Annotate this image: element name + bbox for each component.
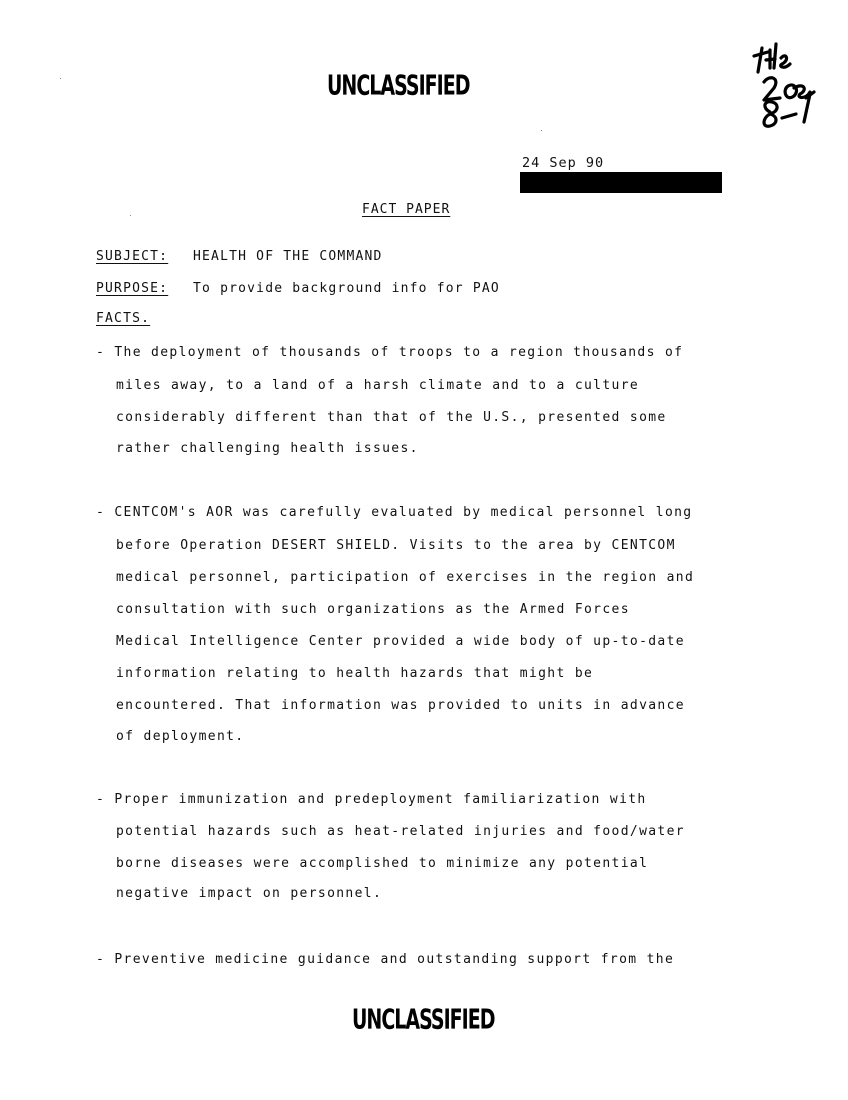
scan-speck bbox=[60, 78, 61, 79]
paragraph-line: negative impact on personnel. bbox=[116, 886, 383, 901]
document-date: 24 Sep 90 bbox=[522, 155, 605, 171]
paragraph-line: - Proper immunization and predeployment familiarization with bbox=[96, 792, 647, 807]
facts-row bbox=[96, 311, 150, 326]
redaction-bar bbox=[520, 173, 722, 193]
paragraph-line: encountered. That information was provided to units in advance bbox=[116, 698, 685, 713]
paragraph-line: potential hazards such as heat-related injuries and food/water bbox=[116, 824, 685, 839]
paragraph-line: information relating to health hazards that might be bbox=[116, 666, 594, 681]
paragraph-line: - Preventive medicine guidance and outstanding support from the bbox=[96, 952, 675, 967]
paragraph-line: medical personnel, participation of exercises in the region and bbox=[116, 570, 695, 585]
paragraph-line: considerably different than that of the U.S., presented some bbox=[116, 410, 667, 425]
paragraph-line: of deployment. bbox=[116, 729, 245, 744]
paragraph-line: - The deployment of thousands of troops to a region thousands of bbox=[96, 345, 684, 360]
paragraph-line: miles away, to a land of a harsh climate and to a culture bbox=[116, 378, 640, 393]
paragraph-line: rather challenging health issues. bbox=[116, 441, 419, 456]
handwritten-file-annotation bbox=[748, 38, 826, 146]
subject-label: SUBJECT: bbox=[96, 249, 169, 264]
classification-stamp-bottom: UNCLASSIFIED bbox=[352, 1004, 495, 1036]
paragraph-line: - CENTCOM's AOR was carefully evaluated by medical personnel long bbox=[96, 505, 693, 520]
subject-row bbox=[96, 249, 383, 264]
scan-speck bbox=[541, 130, 542, 131]
document-title: FACT PAPER bbox=[362, 202, 451, 217]
purpose-value: To provide background info for PAO bbox=[193, 281, 500, 296]
facts-label: FACTS. bbox=[96, 311, 151, 326]
purpose-label: PURPOSE: bbox=[96, 281, 169, 296]
paragraph-line: Medical Intelligence Center provided a wide body of up-to-date bbox=[116, 634, 685, 649]
paragraph-line: consultation with such organizations as the Armed Forces bbox=[116, 602, 630, 617]
paragraph-line: before Operation DESERT SHIELD. Visits to the area by CENTCOM bbox=[116, 538, 676, 553]
scan-speck bbox=[130, 215, 131, 216]
classification-stamp-top: UNCLASSIFIED bbox=[327, 70, 470, 102]
paragraph-line: borne diseases were accomplished to minimize any potential bbox=[116, 856, 649, 871]
subject-value: HEALTH OF THE COMMAND bbox=[193, 249, 383, 264]
purpose-row bbox=[96, 281, 500, 296]
